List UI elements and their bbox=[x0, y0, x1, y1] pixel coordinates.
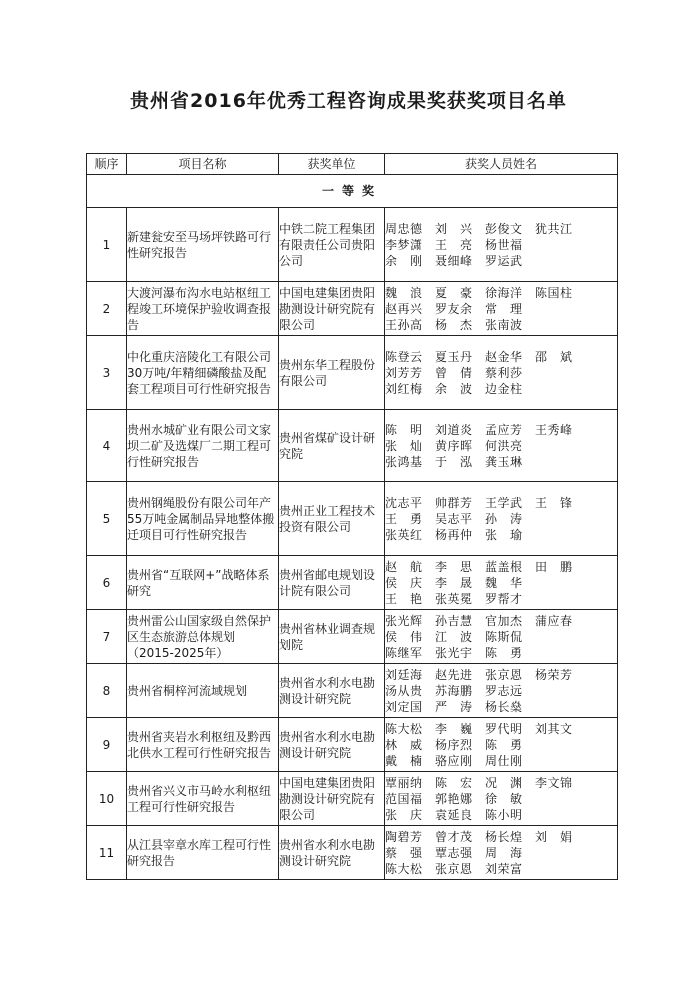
category-label: 一等奖 bbox=[87, 175, 618, 208]
award-unit: 贵州省水利水电勘测设计研究院 bbox=[279, 664, 385, 718]
header-order: 顺序 bbox=[87, 154, 127, 175]
table-row bbox=[87, 336, 618, 410]
row-number: 10 bbox=[87, 772, 127, 826]
award-people bbox=[385, 772, 618, 826]
people-line: 刘廷海 赵先进 张京恩 杨荣芳 bbox=[385, 667, 573, 682]
row-number: 11 bbox=[87, 826, 127, 880]
project-name: 从江县宰章水库工程可行性研究报告 bbox=[127, 826, 279, 880]
row-number: 9 bbox=[87, 718, 127, 772]
award-people bbox=[385, 718, 618, 772]
award-unit: 贵州东华工程股份有限公司 bbox=[279, 336, 385, 410]
people-line: 王 勇 吴志平 孙 涛 bbox=[385, 511, 523, 526]
award-unit: 中铁二院工程集团有限责任公司贵阳公司 bbox=[279, 208, 385, 282]
award-unit: 中国电建集团贵阳勘测设计研究院有限公司 bbox=[279, 772, 385, 826]
table-row bbox=[87, 282, 618, 336]
people-line: 余 刚 聂细峰 罗运武 bbox=[385, 253, 523, 268]
people-line: 侯 庆 李 晟 魏 华 bbox=[385, 575, 523, 590]
award-people bbox=[385, 336, 618, 410]
award-unit: 贵州省煤矿设计研究院 bbox=[279, 410, 385, 482]
award-unit: 贵州省水利水电勘测设计研究院 bbox=[279, 826, 385, 880]
people-line: 陶碧芳 曾才茂 杨长煌 刘 娟 bbox=[385, 829, 573, 844]
award-unit: 中国电建集团贵阳勘测设计研究院有限公司 bbox=[279, 282, 385, 336]
people-line: 蔡 强 覃志强 周 海 bbox=[385, 845, 523, 860]
table-row bbox=[87, 718, 618, 772]
table-row bbox=[87, 610, 618, 664]
table-row bbox=[87, 664, 618, 718]
people-line: 林 威 杨序烈 陈 勇 bbox=[385, 737, 523, 752]
project-name: 贵州省“互联网+”战略体系研究 bbox=[127, 556, 279, 610]
people-line: 沈志平 帅群芳 王学武 王 锋 bbox=[385, 495, 573, 510]
award-people bbox=[385, 410, 618, 482]
people-line: 张 庆 袁延良 陈小明 bbox=[385, 807, 523, 822]
people-line: 李梦潇 王 亮 杨世福 bbox=[385, 237, 523, 252]
people-line: 张英红 杨再仲 张 瑜 bbox=[385, 527, 523, 542]
people-line: 王孙高 杨 杰 张南波 bbox=[385, 317, 523, 332]
people-line: 范国福 郭艳娜 徐 敏 bbox=[385, 791, 523, 806]
row-number: 1 bbox=[87, 208, 127, 282]
people-line: 汤从贵 苏海鹏 罗志远 bbox=[385, 683, 523, 698]
award-people bbox=[385, 826, 618, 880]
project-name: 贵州省夹岩水利枢纽及黔西北供水工程可行性研究报告 bbox=[127, 718, 279, 772]
award-people bbox=[385, 556, 618, 610]
award-unit: 贵州省水利水电勘测设计研究院 bbox=[279, 718, 385, 772]
row-number: 7 bbox=[87, 610, 127, 664]
project-name: 贵州雷公山国家级自然保护区生态旅游总体规划（2015-2025年） bbox=[127, 610, 279, 664]
project-name: 贵州省桐梓河流域规划 bbox=[127, 664, 279, 718]
people-line: 刘红梅 余 波 边金柱 bbox=[385, 381, 523, 396]
people-line: 张鸿基 于 泓 龚玉琳 bbox=[385, 454, 523, 469]
award-people bbox=[385, 282, 618, 336]
people-line: 陈大松 张京恩 刘荣富 bbox=[385, 861, 523, 876]
table-header-row bbox=[87, 154, 618, 175]
people-line: 周忠德 刘 兴 彭俊文 犹共江 bbox=[385, 221, 573, 236]
table-row bbox=[87, 482, 618, 556]
project-name: 贵州省兴义市马岭水利枢纽工程可行性研究报告 bbox=[127, 772, 279, 826]
award-unit: 贵州省林业调查规划院 bbox=[279, 610, 385, 664]
row-number: 2 bbox=[87, 282, 127, 336]
row-number: 8 bbox=[87, 664, 127, 718]
award-people bbox=[385, 610, 618, 664]
row-number: 3 bbox=[87, 336, 127, 410]
people-line: 戴 楠 骆应刚 周仕刚 bbox=[385, 753, 523, 768]
award-unit: 贵州正业工程技术投资有限公司 bbox=[279, 482, 385, 556]
project-name: 新建瓮安至马场坪铁路可行性研究报告 bbox=[127, 208, 279, 282]
people-line: 王 艳 张英冕 罗帮才 bbox=[385, 591, 523, 606]
table-row bbox=[87, 556, 618, 610]
people-line: 侯 伟 江 波 陈斯侃 bbox=[385, 629, 523, 644]
header-people: 获奖人员姓名 bbox=[385, 154, 618, 175]
header-project: 项目名称 bbox=[127, 154, 279, 175]
people-line: 魏 浪 夏 豪 徐海洋 陈国柱 bbox=[385, 285, 573, 300]
people-line: 刘定国 严 涛 杨长燊 bbox=[385, 699, 523, 714]
header-unit: 获奖单位 bbox=[279, 154, 385, 175]
row-number: 5 bbox=[87, 482, 127, 556]
people-line: 陈 明 刘道炎 孟应芳 王秀峰 bbox=[385, 422, 573, 437]
people-line: 张 灿 黄序晖 何洪亮 bbox=[385, 438, 523, 453]
award-people bbox=[385, 482, 618, 556]
table-row bbox=[87, 826, 618, 880]
table-row bbox=[87, 208, 618, 282]
people-line: 赵 航 李 思 蓝盖根 田 鹏 bbox=[385, 559, 573, 574]
project-name: 中化重庆涪陵化工有限公司30万吨/年精细磷酸盐及配套工程项目可行性研究报告 bbox=[127, 336, 279, 410]
award-unit: 贵州省邮电规划设计院有限公司 bbox=[279, 556, 385, 610]
people-line: 刘芳芳 曾 倩 蔡利莎 bbox=[385, 365, 523, 380]
award-table bbox=[86, 153, 618, 880]
row-number: 4 bbox=[87, 410, 127, 482]
project-name: 贵州水城矿业有限公司文家坝二矿及选煤厂二期工程可行性研究报告 bbox=[127, 410, 279, 482]
project-name: 大渡河瀑布沟水电站枢纽工程竣工环境保护验收调查报告 bbox=[127, 282, 279, 336]
project-name: 贵州钢绳股份有限公司年产55万吨金属制品异地整体搬迁项目可行性研究报告 bbox=[127, 482, 279, 556]
category-row bbox=[87, 175, 618, 208]
table-row bbox=[87, 410, 618, 482]
people-line: 张光辉 孙吉慧 官加杰 蒲应春 bbox=[385, 613, 573, 628]
people-line: 陈登云 夏玉丹 赵金华 邵 斌 bbox=[385, 349, 573, 364]
people-line: 覃丽纳 陈 宏 况 渊 李文锦 bbox=[385, 775, 573, 790]
people-line: 陈大松 李 巍 罗代明 刘其文 bbox=[385, 721, 573, 736]
page-title: 贵州省2016年优秀工程咨询成果奖获奖项目名单 bbox=[130, 90, 567, 112]
award-people bbox=[385, 208, 618, 282]
people-line: 陈继军 张光宇 陈 勇 bbox=[385, 645, 523, 660]
row-number: 6 bbox=[87, 556, 127, 610]
people-line: 赵再兴 罗友余 常 理 bbox=[385, 301, 523, 316]
table-row bbox=[87, 772, 618, 826]
award-people bbox=[385, 664, 618, 718]
